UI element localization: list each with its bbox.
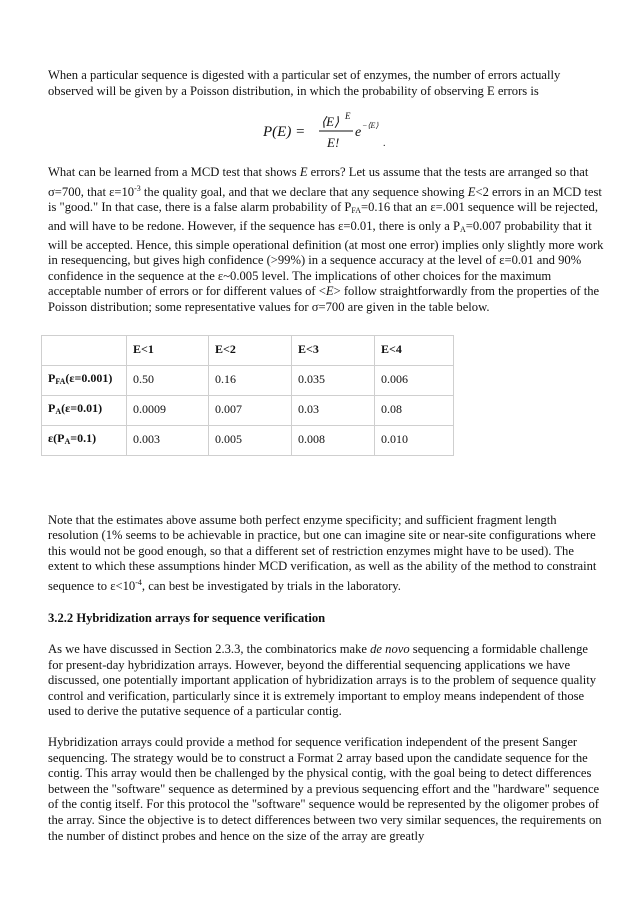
table-header-cell: E<3 <box>292 335 375 365</box>
table-row <box>42 365 454 395</box>
table-cell: 0.0009 <box>127 395 209 425</box>
svg-text:E: E <box>345 111 351 122</box>
table-cell: 0.50 <box>127 365 209 395</box>
probability-table <box>41 335 454 456</box>
table-row <box>42 425 454 455</box>
table-cell: 0.08 <box>375 395 454 425</box>
poisson-formula-graphic <box>263 109 383 155</box>
table-cell: 0.008 <box>292 425 375 455</box>
section-heading: 3.2.2 Hybridization arrays for sequence verification <box>48 610 326 625</box>
table-cell: 0.007 <box>209 395 292 425</box>
row-label: $P_A(\varepsilon=0.01)$ <box>42 395 127 425</box>
svg-text:⟨E⟩: ⟨E⟩ <box>321 114 340 130</box>
table-cell: 0.03 <box>292 395 375 425</box>
table-header-cell: E<4 <box>375 335 454 365</box>
table-header-cell: E<1 <box>127 335 209 365</box>
table-cell: 0.006 <box>375 365 454 395</box>
svg-text:P(E) =: P(E) = <box>263 124 306 141</box>
table-corner-cell <box>42 335 127 365</box>
table-cell: 0.16 <box>209 365 292 395</box>
svg-text:e: e <box>355 125 362 141</box>
hybridization-paragraph: Hybridization arrays could provide a method for sequence verification independent of the present Sanger sequencing. The strategy would be to construct a Format 2 array based upon the candidate sequence for the contig. This array would then be challenged by the physical contig, with the goal being to detect differences between the "software" sequence as determined by a previous sequencing effort and the "hardware" sequence of the contig itself. For this protocol the "software" sequence would be represented by the oligomer probes of the array. Since the objective is to detect differences between two very similar sequences, the requirements on the number of distinct probes and hence on the size of the array are greatly <box>48 735 602 843</box>
table-cell: 0.035 <box>292 365 375 395</box>
svg-text:−⟨E⟩: −⟨E⟩ <box>362 121 379 131</box>
poisson-formula <box>48 103 604 165</box>
row-label: $\varepsilon(P_A=0.1)$ <box>42 425 127 455</box>
svg-text:E!: E! <box>327 135 340 151</box>
row-label: $P_{FA}(\varepsilon=0.001)$ <box>42 365 127 395</box>
table-cell: 0.010 <box>375 425 454 455</box>
formula-period: . <box>383 138 386 150</box>
table-row <box>42 395 454 425</box>
table-cell: 0.003 <box>127 425 209 455</box>
combinatorics-paragraph: As we have discussed in Section 2.3.3, the combinatorics make de novo sequencing a formidable challenge for present-day hybridization arrays. However, beyond the differential sequencing applications we have discussed, one potentially important application of hybridization arrays is to the problem of sequence quality control and verification, particularly since it is extremely important to employ means independent of those used to derive the putative sequence of a particular contig. <box>48 642 597 719</box>
mcd-paragraph: What can be learned from a MCD test that shows E errors? Let us assume that the tests are arranged so that σ=700, that $\varepsilon=10^{-3}$ the quality goal, and that we declare that any sequence showing E<2 errors in an MCD test is "good." In that case, there is a false alarm probability of $P_{FA}=0.16$ that an ε=.001 sequence will be rejected, and will have to be redone. However, if the sequence has ε=0.01, there is only a $P_A=0.007$ probability that it will be accepted. Hence, this simple operational definition (at most one error) implies only slightly more work in resequencing, but gives high confidence (>99%) in a sequence accuracy at the level of ε=0.01 and 90% confidence in the sequence at the ε~0.005 level. The implications of other choices for the maximum acceptable number of errors or for different values of <E> follow straightforwardly from the properties of the Poisson distribution; some representative values for σ=700 are given in the table below. <box>48 165 604 314</box>
table-header-cell: E<2 <box>209 335 292 365</box>
intro-paragraph: When a particular sequence is digested with a particular set of enzymes, the number of errors actually observed will be given by a Poisson distribution, in which the probability of observing E errors is <box>48 68 561 98</box>
assumptions-paragraph: Note that the estimates above assume both perfect enzyme specificity; and sufficient fragment length resolution (1% seems to be achievable in practice, but one can imagine site or near-site configurations where this would not be good enough, so that a different set of restriction enzymes might have to be used). The extent to which these assumptions hinder MCD verification, as well as the ability of the method to constraint sequence to $\varepsilon<10^{-4}$, can best be investigated by trials in the laboratory. <box>48 512 597 593</box>
document-page <box>48 68 604 844</box>
table-header-row <box>42 335 454 365</box>
table-cell: 0.005 <box>209 425 292 455</box>
